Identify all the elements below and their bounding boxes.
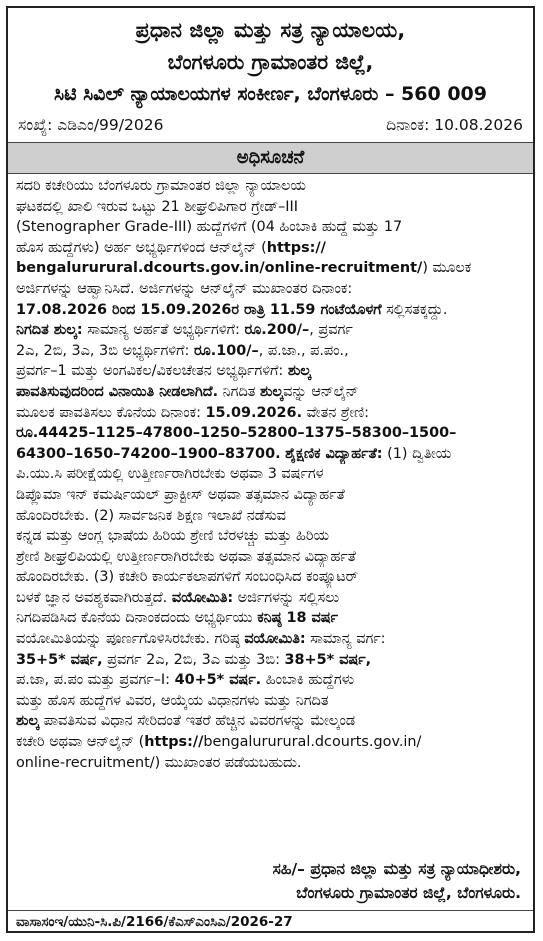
- body-line: (Stenographer Grade-III) ಹುದ್ದೆಗಳಿಗೆ (04 ಹಿಂಬಾಕಿ ಹುದ್ದೆ ಮತ್ತು 17: [16, 219, 403, 236]
- body-line: ಪಾವತಿಸುವುದರಿಂದ ವಿನಾಯಿತಿ ನೀಡಲಾಗಿದೆ. ನಿಗದಿತ ಶುಲ್ಕವನ್ನು ಆನ್‌ಲೈನ್: [16, 383, 359, 400]
- body-line: ಅರ್ಜಿಗಳನ್ನು ಆಹ್ವಾನಿಸಿದೆ. ಅರ್ಜಿಗಳನ್ನು ಆನ್‌ಲೈನ್ ಮುಖಾಂತರ ದಿನಾಂಕ:: [16, 280, 353, 297]
- body-line: ಪಿ.ಯು.ಸಿ ಪರೀಕ್ಷೆಯಲ್ಲಿ ಉತ್ತೀರ್ಣರಾಗಿರಬೇಕು ಅಥವಾ 3 ವರ್ಷಗಳ: [16, 466, 324, 483]
- body-line: 64300–1650–74200–1900–83700. ಶೈಕ್ಷಣಿಕ ವಿದ್ಯಾರ್ಹತೆ: (1) ದ್ವಿತೀಯ: [16, 445, 452, 462]
- notice-title: ಅಧಿಸೂಚನೆ: [236, 147, 305, 168]
- body-line: 35+5* ವರ್ಷ, ಪ್ರವರ್ಗ 2ಎ, 2ಬಿ, 3ಎ ಮತ್ತು 3ಬಿ: 38+5* ವರ್ಷ,: [16, 651, 372, 668]
- body-line: online-recruitment/) ಮುಖಾಂತರ ಪಡೆಯಬಹುದು.: [16, 754, 302, 771]
- signature-line-1: ಸಹಿ/– ಪ್ರಧಾನ ಜಿಲ್ಲಾ ಮತ್ತು ಸತ್ರ ನ್ಯಾಯಾಧೀಶರು,: [272, 860, 521, 878]
- body-line: ಹೊಂದಿರಬೇಕು. (2) ಸಾರ್ವಜನಿಕ ಶಿಕ್ಷಣ ಇಲಾಖೆ ನಡೆಸುವ: [16, 507, 286, 524]
- title-bar: [8, 142, 533, 174]
- body-line: ಶ್ರೇಣಿ ಶೀಘ್ರಲಿಪಿಯಲ್ಲಿ ಉತ್ತೀರ್ಣರಾಗಿರಬೇಕು ಅಥವಾ ತತ್ಸಮಾನ ವಿದ್ಯಾರ್ಹತೆ: [16, 548, 356, 565]
- body-line: ಹೊಸ ಹುದ್ದೆಗಳು) ಅರ್ಹ ಅಭ್ಯರ್ಥಿಗಳಿಂದ ಆನ್‌ಲೈನ್ (https://: [16, 239, 326, 256]
- notice-body: [16, 176, 525, 773]
- body-line: ಮೂಲಕ ಪಾವತಿಸಲು ಕೊನೆಯ ದಿನಾಂಕ: 15.09.2026. ವೇತನ ಶ್ರೇಣಿ:: [16, 404, 370, 421]
- body-line: ಬಳಕೆ ಜ್ಞಾನ ಅವಶ್ಯಕವಾಗಿರುತ್ತದೆ. ವಯೋಮಿತಿ: ಅರ್ಜಿಗಳನ್ನು ಸಲ್ಲಿಸಲು: [16, 589, 340, 606]
- body-line: bengalururural.dcourts.gov.in/online-recruitment/) ಮೂಲಕ: [16, 260, 472, 277]
- body-line: ಘಟಕದಲ್ಲಿ ಖಾಲಿ ಇರುವ ಒಟ್ಟು 21 ಶೀಘ್ರಲಿಪಿಗಾರ ಗ್ರೇಡ್–III: [16, 198, 299, 215]
- body-line: ಶುಲ್ಕ ಪಾವತಿಸುವ ವಿಧಾನ ಸೇರಿದಂತೆ ಇತರೆ ಹೆಚ್ಚಿನ ವಿವರಗಳನ್ನು ಮೇಲ್ಕಂಡ: [16, 713, 356, 730]
- district-heading: ಬೆಂಗಳೂರು ಗ್ರಾಮಾಂತರ ಜಿಲ್ಲೆ,: [167, 50, 374, 74]
- court-name-heading: ಪ್ರಧಾನ ಜಿಲ್ಲಾ ಮತ್ತು ಸತ್ರ ನ್ಯಾಯಾಲಯ,: [135, 18, 406, 42]
- footer-bar: [8, 910, 533, 934]
- notice-date: ದಿನಾಂಕ: 10.08.2026: [386, 116, 523, 134]
- body-line: ನಿಗದಿತ ಶುಲ್ಕ: ಸಾಮಾನ್ಯ ಅರ್ಹತೆ ಅಭ್ಯರ್ಥಿಗಳಿಗೆ: ರೂ.200/–, ಪ್ರವರ್ಗ: [16, 322, 353, 339]
- body-line: ರೂ.44425–1125–47800–1250–52800–1375–58300–1500–: [16, 425, 457, 442]
- body-line: ಹೊಂದಿರಬೇಕು. (3) ಕಚೇರಿ ಕಾರ್ಯಕಲಾಪಗಳಿಗೆ ಸಂಬಂಧಿಸಿದ ಕಂಪ್ಯೂಟರ್: [16, 569, 358, 586]
- body-line: ಪ.ಜಾ, ಪ.ಪಂ ಮತ್ತು ಪ್ರವರ್ಗ–I: 40+5* ವರ್ಷ. ಹಿಂಬಾಕಿ ಹುದ್ದೆಗಳು: [16, 672, 355, 689]
- body-line: ನಿಗದಿಪಡಿಸಿದ ಕೊನೆಯ ದಿನಾಂಕದಂದು ಅಭ್ಯರ್ಥಿಯು ಕನಿಷ್ಠ 18 ವರ್ಷ: [16, 610, 338, 627]
- body-line: ಸದರಿ ಕಚೇರಿಯು ಬೆಂಗಳೂರು ಗ್ರಾಮಾಂತರ ಜಿಲ್ಲಾ ನ್ಯಾಯಾಲಯ: [16, 178, 306, 194]
- body-line: ಕನ್ನಡ ಮತ್ತು ಆಂಗ್ಲ ಭಾಷೆಯ ಹಿರಿಯ ಶ್ರೇಣಿ ಬೆರಳಚ್ಚು ಮತ್ತು ಹಿರಿಯ: [16, 528, 329, 545]
- body-line: 17.08.2026 ರಿಂದ 15.09.2026ರ ರಾತ್ರಿ 11.59 ಗಂಟೆಯೊಳಗೆ ಸಲ್ಲಿಸತಕ್ಕದ್ದು.: [16, 301, 448, 318]
- reference-number: ಸಂಖ್ಯೆ: ಎಡಿಎಂ/99/2026: [18, 116, 164, 134]
- footer-code: ವಾಸಾಸಂಇ/ಯುನಿ-ಸಿ.ಪಿ/2166/ಕೆಎಸ್‌ಎಂಸಿಎ/2026-27: [16, 914, 293, 930]
- body-line: ಪ್ರವರ್ಗ–1 ಮತ್ತು ಅಂಗವಿಕಲ/ವಿಕಲಚೇತನ ಅಭ್ಯರ್ಥಿಗಳಿಗೆ: ಶುಲ್ಕ: [16, 363, 311, 380]
- court-notice: [6, 6, 535, 933]
- body-line: ಮತ್ತು ಹೊಸ ಹುದ್ದೆಗಳ ವಿವರ, ಆಯ್ಕೆಯ ವಿಧಾನಗಳು ಮತ್ತು ನಿಗದಿತ: [16, 692, 329, 709]
- signature-line-2: ಬೆಂಗಳೂರು ಗ್ರಾಮಾಂತರ ಜಿಲ್ಲೆ, ಬೆಂಗಳೂರು.: [296, 884, 521, 902]
- address-heading: ಸಿಟಿ ಸಿವಿಲ್ ನ್ಯಾಯಾಲಯಗಳ ಸಂಕೀರ್ಣ, ಬೆಂಗಳೂರು – 560 009: [53, 83, 487, 105]
- body-line: ಕಚೇರಿ ಅಥವಾ ಆನ್‌ಲೈನ್ (https://bengalururural.dcourts.gov.in/: [16, 734, 422, 751]
- body-line: ವಯೋಮಿತಿಯನ್ನು ಪೂರ್ಣಗೊಳಿಸಿರಬೇಕು. ಗರಿಷ್ಠ ವಯೋಮಿತಿ: ಸಾಮಾನ್ಯ ವರ್ಗ:: [16, 631, 386, 648]
- body-line: ಡಿಪ್ಲೊಮಾ ಇನ್ ಕಮರ್ಷಿಯಲ್ ಪ್ರಾಕ್ಟೀಸ್ ಅಥವಾ ತತ್ಸಮಾನ ವಿದ್ಯಾರ್ಹತೆ: [16, 486, 345, 503]
- body-line: 2ಎ, 2ಬಿ, 3ಎ, 3ಬಿ ಅಭ್ಯರ್ಥಿಗಳಿಗೆ: ರೂ.100/–, ಪ.ಜಾ., ಪ.ಪಂ.,: [16, 342, 349, 359]
